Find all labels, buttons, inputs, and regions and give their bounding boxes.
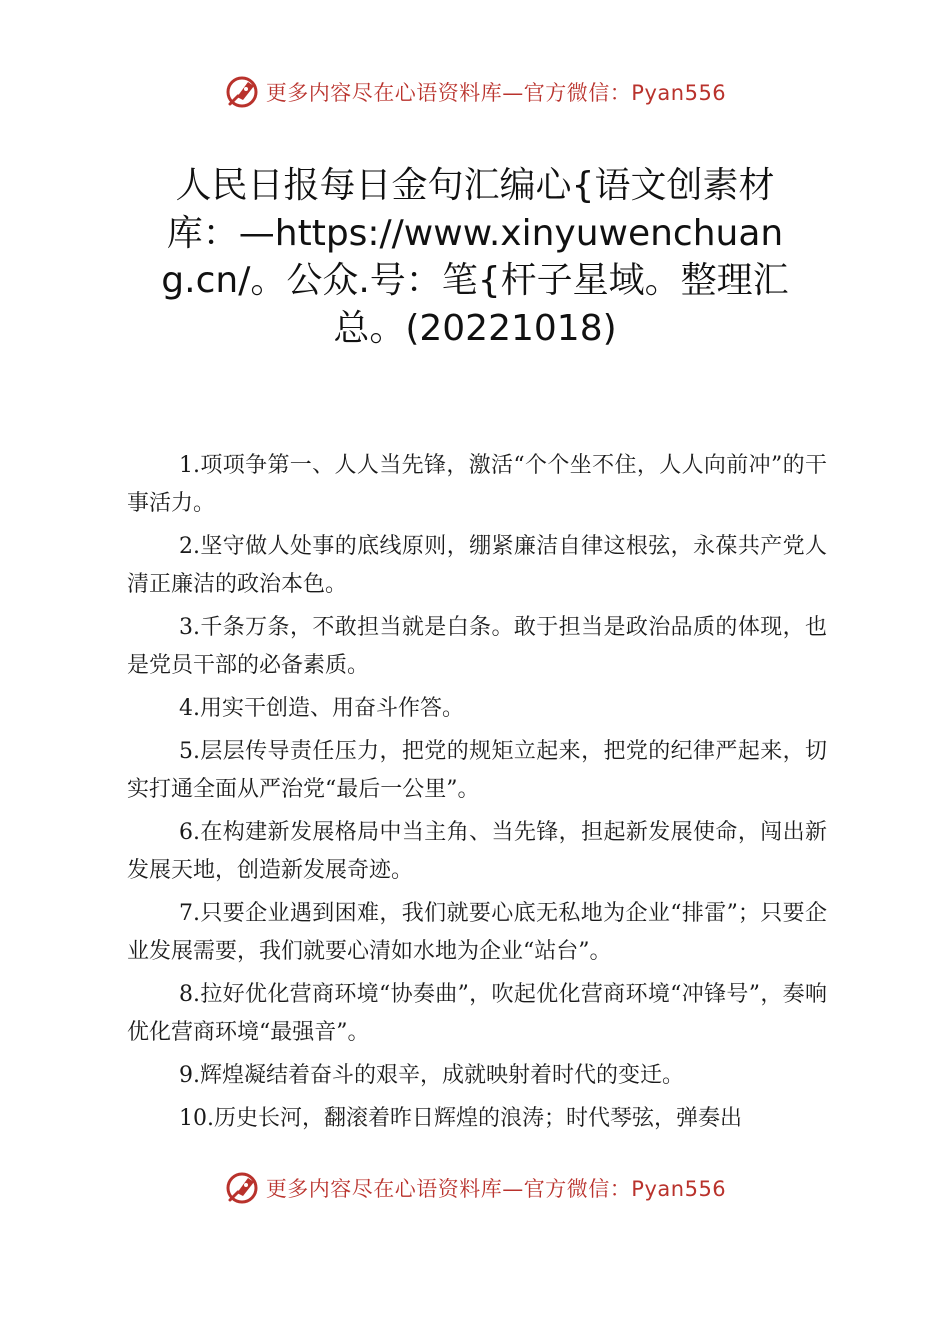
paragraph-6: 6.在构建新发展格局中当主角、当先锋，担起新发展使命，闯出新发展天地，创造新发展奇迹。 [127, 820, 827, 883]
paragraph-1: 1.项项争第一、人人当先锋，激活“个个坐不住，人人向前冲”的干事活力。 [127, 453, 827, 516]
paragraph-8: 8.拉好优化营商环境“协奏曲”，吹起优化营商环境“冲锋号”，奏响优化营商环境“最强音”。 [127, 982, 827, 1045]
footer-banner [0, 1166, 950, 1210]
paragraph-7: 7.只要企业遇到困难，我们就要心底无私地为企业“排雷”；只要企业发展需要，我们就要心清如水地为企业“站台”。 [127, 901, 827, 964]
footer-banner-text: 更多内容尽在心语资料库—官方微信：Pyan556 [265, 1177, 727, 1201]
header-banner-text: 更多内容尽在心语资料库—官方微信：Pyan556 [265, 81, 727, 105]
paragraph-5: 5.层层传导责任压力，把党的规矩立起来，把党的纪律严起来，切实打通全面从严治党“最后一公里”。 [127, 739, 827, 802]
paragraph-9: 9.辉煌凝结着奋斗的艰辛，成就映射着时代的变迁。 [179, 1063, 684, 1088]
document-body [127, 447, 827, 1143]
paragraph-3: 3.千条万条，不敢担当就是白条。敢于担当是政治品质的体现，也是党员干部的必备素质。 [127, 615, 827, 678]
pen-nib-logo-icon [224, 1170, 260, 1206]
paragraph-4: 4.用实干创造、用奋斗作答。 [179, 696, 464, 721]
pen-nib-logo-icon [224, 74, 260, 110]
paragraph-2: 2.坚守做人处事的底线原则，绷紧廉洁自律这根弦，永葆共产党人清正廉洁的政治本色。 [127, 534, 827, 597]
document-title: 人民日报每日金句汇编心{语文创素材库：—https://www.xinyuwenchuang.cn/。公众.号：笔{杆子星域。整理汇总。(20221018) [161, 165, 789, 349]
paragraph-10: 10.历史长河，翻滚着昨日辉煌的浪涛；时代琴弦，弹奏出 [179, 1106, 742, 1131]
header-banner [0, 70, 950, 114]
